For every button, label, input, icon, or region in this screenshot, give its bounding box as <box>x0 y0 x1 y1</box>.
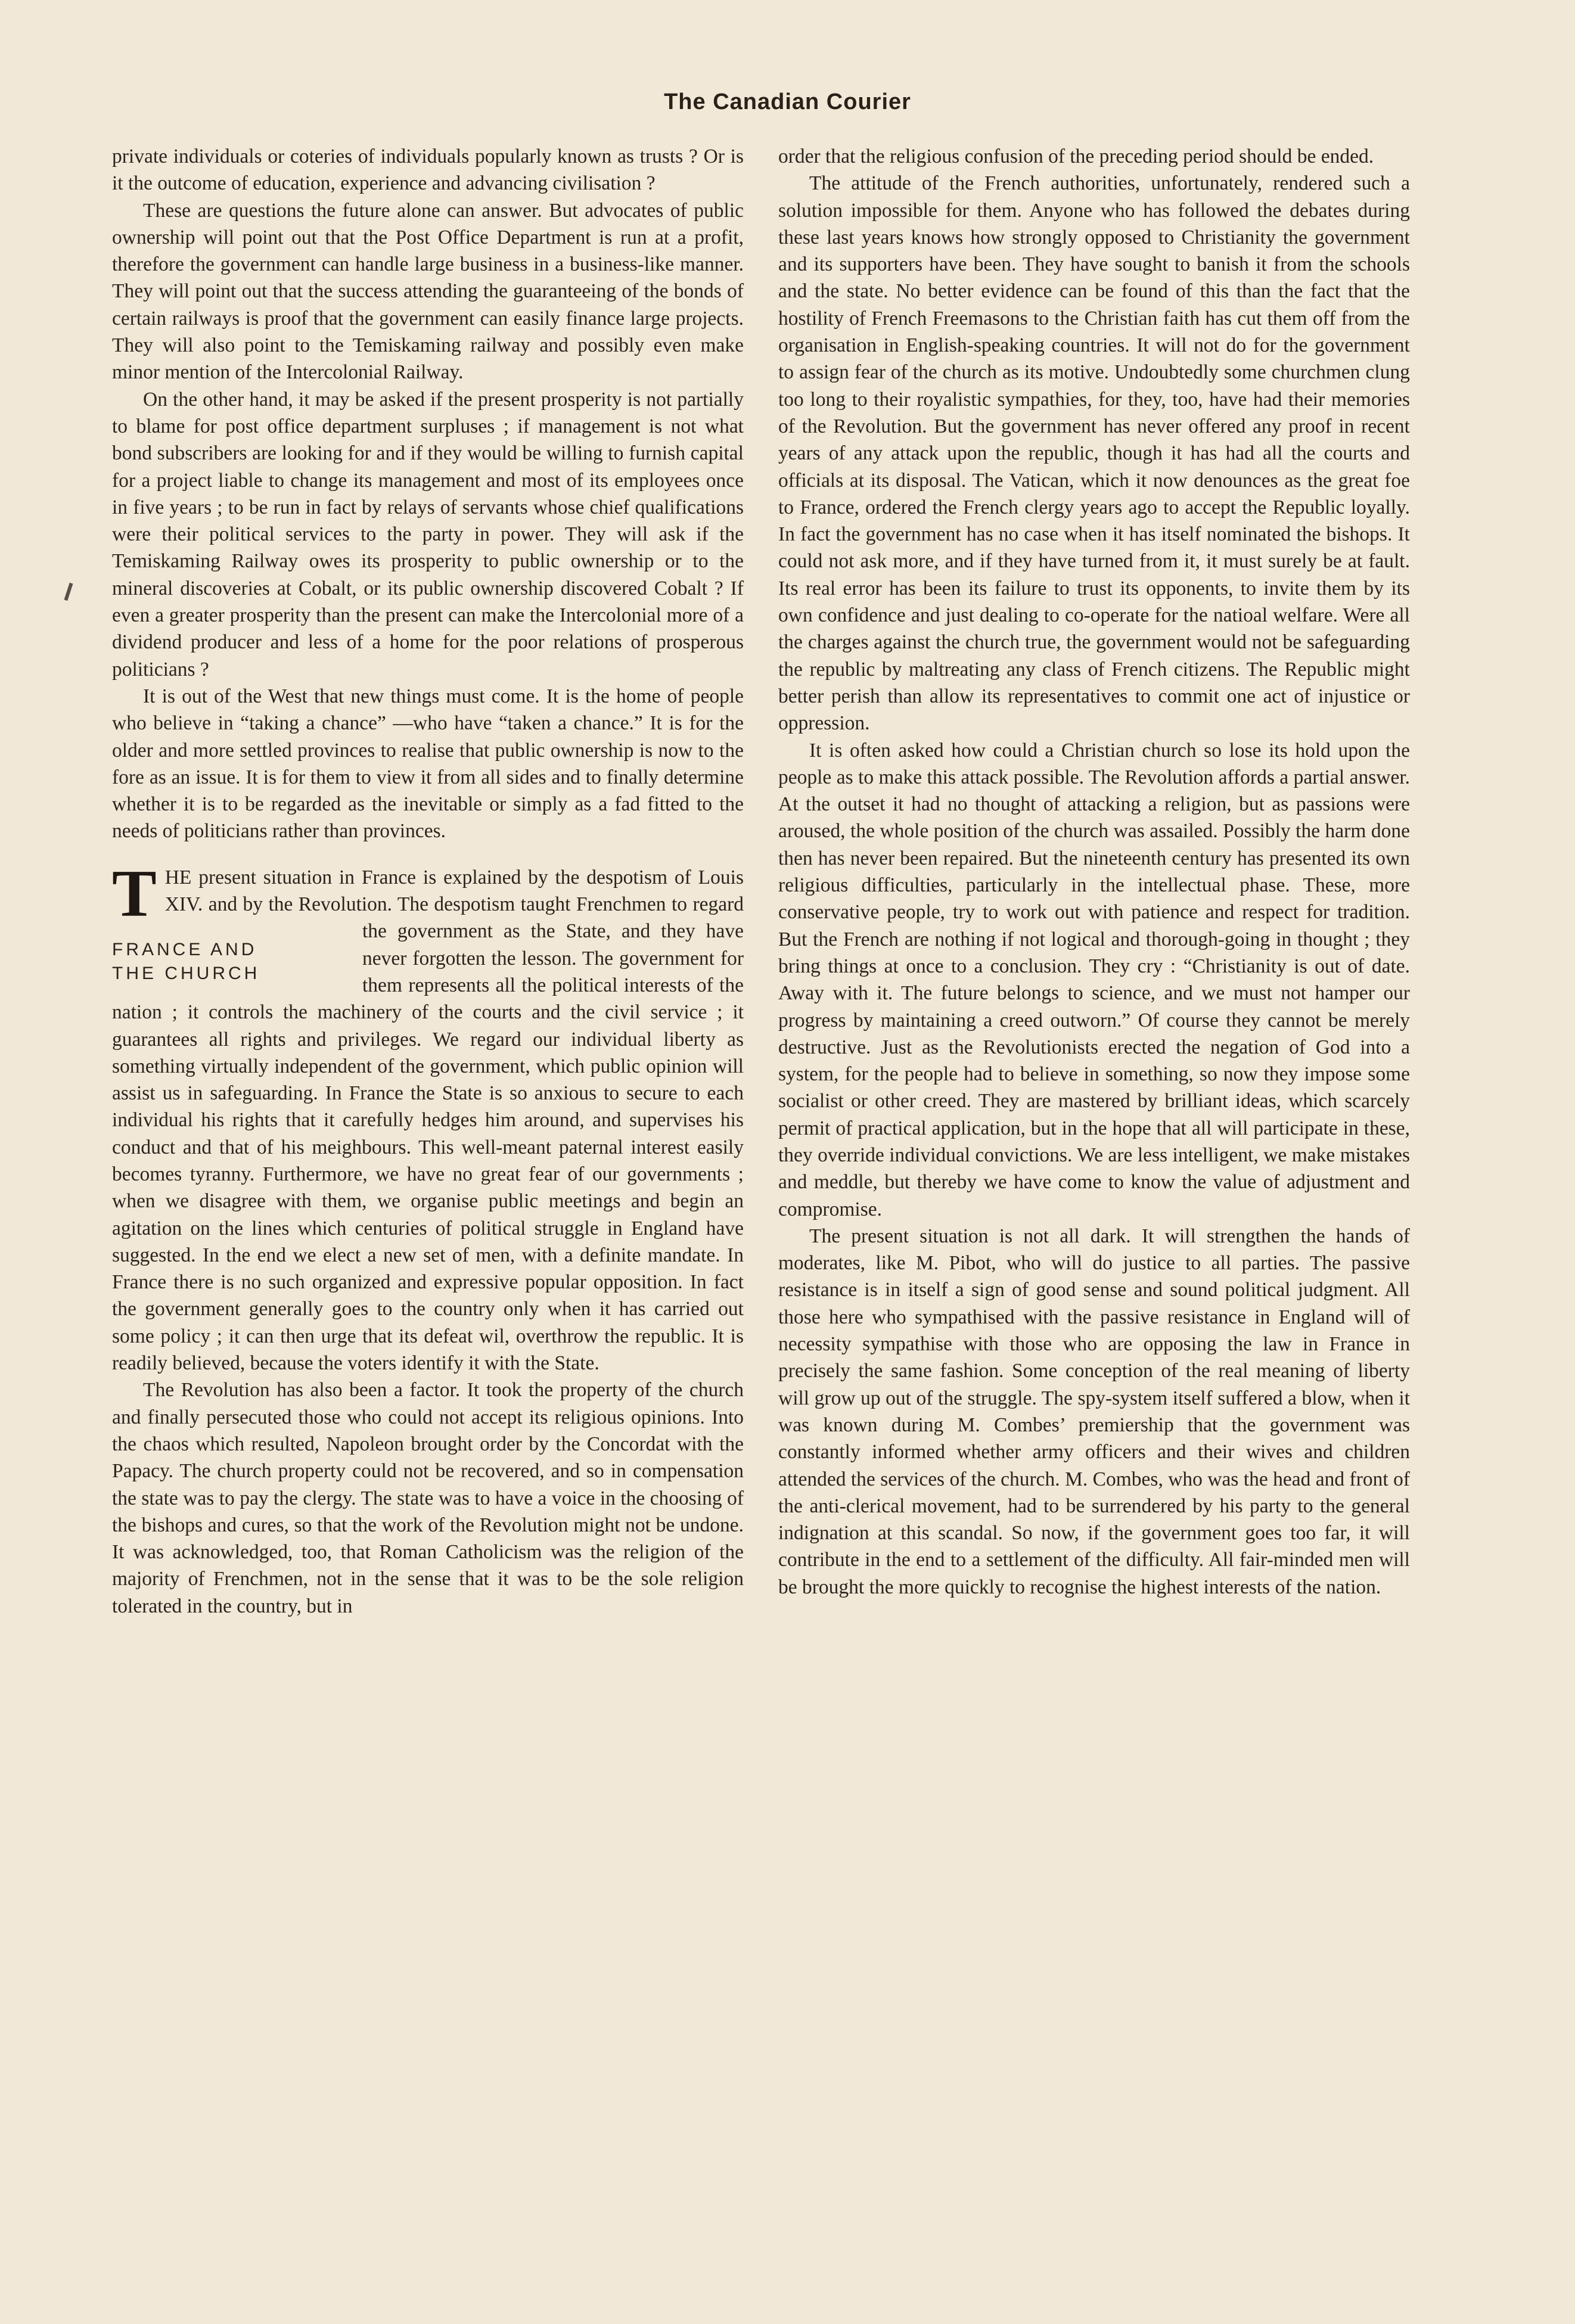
paragraph: The present situation is not all dark. It will strengthen the hands of moderates, like M. Pibot, who will do justice to all parties. The passive resistance is in itself a sign of good sense and sound political judgment. All those here who sympathised with the passive resistance in England will of necessity sympathise with those who are opposing the law in France in precisely the same fashion. Some conception of the real meaning of liberty will grow up out of the struggle. The spy-system itself suffered a blow, when it was known during M. Combes’ premiership that the government was constantly informed whether army officers and their wives and children attended the services of the church. M. Combes, who was the head and front of the anti-clerical movement, had to be surrendered by his party to the general indignation at this scandal. So now, if the government goes too far, it will contribute in the end to a settlement of the difficulty. All fair-minded men will be brought the more quickly to recognise the highest interests of the nation. <box>778 1225 1410 1598</box>
paragraph: private individuals or coteries of individuals popularly known as trusts ? Or is it the outcome of education, experience and advancing civilisation ? <box>112 145 744 195</box>
paragraph: It is often asked how could a Christian church so lose its hold upon the people as to make this attack possible. The Revolution affords a partial answer. At the outset it had no thought of attacking a religion, but as passions were aroused, the whole position of the church was assailed. Possibly the harm done then has never been repaired. But the nineteenth century has presented its own religious difficulties, particularly in the intellectual phase. These, more conservative people, try to work out with patience and respect for tradition. But the French are nothing if not logical and thorough-going in thought ; they bring things at once to a conclusion. They cry : “Christianity is out of date. Away with it. The future belongs to science, and we must not hamper our progress by maintaining a creed outworn.” Of course they cannot be merely destructive. Just as the Revolutionists erected the negation of God into a system, for the people had to believe in something, so now they impose some socialist or other creed. They are mastered by brilliant ideas, which scarcely permit of practical application, but in the hope that all will participate in these, they override individual convictions. We are less intelligent, we make mistakes and meddle, but thereby we have come to know the value of adjustment and compromise. <box>778 739 1410 1220</box>
paragraph: order that the religious confusion of the preceding period should be ended. <box>778 145 1374 167</box>
drop-cap: T <box>112 856 157 931</box>
page-header: The Canadian Courier <box>664 89 911 114</box>
side-heading-line: FRANCE AND <box>112 939 257 959</box>
paragraph: It is out of the West that new things must come. It is the home of people who believe in “taking a chance” —who have “taken a chance.” It is for the older and more settled provinces to realise that public ownership is now to the fore as an issue. It is for them to view it from all sides and to finally determine whether it is to be regarded as the inevitable or simply as a fad fitted to the needs of politicians rather than provinces. <box>112 685 744 843</box>
pencil-mark <box>64 583 73 601</box>
side-heading-line: THE CHURCH <box>112 963 260 983</box>
paragraph: These are questions the future alone can answer. But advocates of public ownership will point out that the Post Office Department is run at a profit, therefore the government can handle large business in a business-like manner. They will point out that the success attending the guaranteeing of the bonds of certain railways is proof that the government can easily finance large projects. They will also point to the Temiskaming railway and possibly even make minor mention of the Intercolonial Railway. <box>112 199 744 384</box>
paragraph: The attitude of the French authorities, unfortunately, rendered such a solution impossible for them. Anyone who has followed the debates during these last years knows how strongly opposed to Christianity the government and its supporters have been. They have sought to banish it from the schools and the state. No better evidence can be found of this than the fact that the hostility of French Freemasons to the Christian faith has cut them off from the organisation in English-speaking countries. It will not do for the government to assign fear of the church as its motive. Undoubtedly some churchmen clung too long to their royalistic sympathies, for they, too, have had their memories of the Revolution. But the government has never offered any proof in recent years of any attack upon the republic, though it has had all the courts and officials at its disposal. The Vatican, which it now denounces as the great foe to France, ordered the French clergy years ago to accept the Republic loyally. In fact the government has no case when it has itself nominated the bishops. It could not ask more, and if they have turned from it, it must surely be at fault. Its real error has been its failure to trust its opponents, to invite them by its own confidence and just dealing to co-operate for the natioal welfare. Were all the charges against the church true, the government would not be safeguarding the republic by maltreating any class of French citizens. The Republic might better perish than allow its representatives to commit one act of injustice or oppression. <box>778 172 1410 735</box>
section-lead-paragraph <box>112 856 744 1377</box>
paragraph: The Revolution has also been a factor. It took the property of the church and finally persecuted those who could not accept its religious opinions. Into the chaos which resulted, Napoleon brought order by the Concordat with the Papacy. The church property could not be recovered, and so in compensation the state was to pay the clergy. The state was to have a voice in the choosing of the bishops and cures, so that the work of the Revolution might not be undone. It was acknowledged, too, that Roman Catholicism was the religion of the majority of Frenchmen, not in the sense that it was to be the sole religion tolerated in the country, but in <box>112 1379 744 1617</box>
right-column <box>778 143 1410 1601</box>
left-column <box>112 143 744 1620</box>
paragraph-text: HE present situation in France is explained by the despotism of Louis XIV. and by the Revolution. The despotism taught Frenchmen to regard the government as the State, and they have never forgotten the lesson. The government for them represents all the political interests of the nation ; it controls the machinery of the courts and the civil service ; it guarantees all rights and privileges. We regard our individual liberty as something virtually independent of the government, which public opinion will assist us in safeguarding. In France the State is so anxious to secure to each individual his rights that it carefully hedges him around, and supervises his conduct and that of his meighbours. This well-meant paternal interest easily becomes tyranny. Furthermore, we have no great fear of our governments ; when we disagree with them, we organise public meetings and begin an agitation on the lines which centuries of political struggle in England have suggested. In the end we elect a new set of men, with a definite mandate. In France there is no such organized and expressive popular opposition. In fact the government generally goes to the country only when it has carried out some policy ; it can then urge that its defeat wil, overthrow the republic. It is readily believed, because the voters identify it with the State. <box>112 866 744 1375</box>
side-heading <box>112 938 350 986</box>
section-divider <box>112 845 744 864</box>
paragraph: On the other hand, it may be asked if the present prosperity is not partially to blame for post office department surpluses ; if management is not what bond subscribers are looking for and if they would be willing to furnish capital for a project liable to change its management and most of its employees once in five years ; to be run in fact by relays of servants whose chief qualifications were their political services to the party in power. They will ask if the Temiskaming Railway owes its prosperity to public ownership or to the mineral discoveries at Cobalt, or its public ownership discovered Cobalt ? If even a greater prosperity than the present can make the Intercolonial more of a dividend producer and less of a home for the poor relations of prosperous politicians ? <box>112 388 744 681</box>
